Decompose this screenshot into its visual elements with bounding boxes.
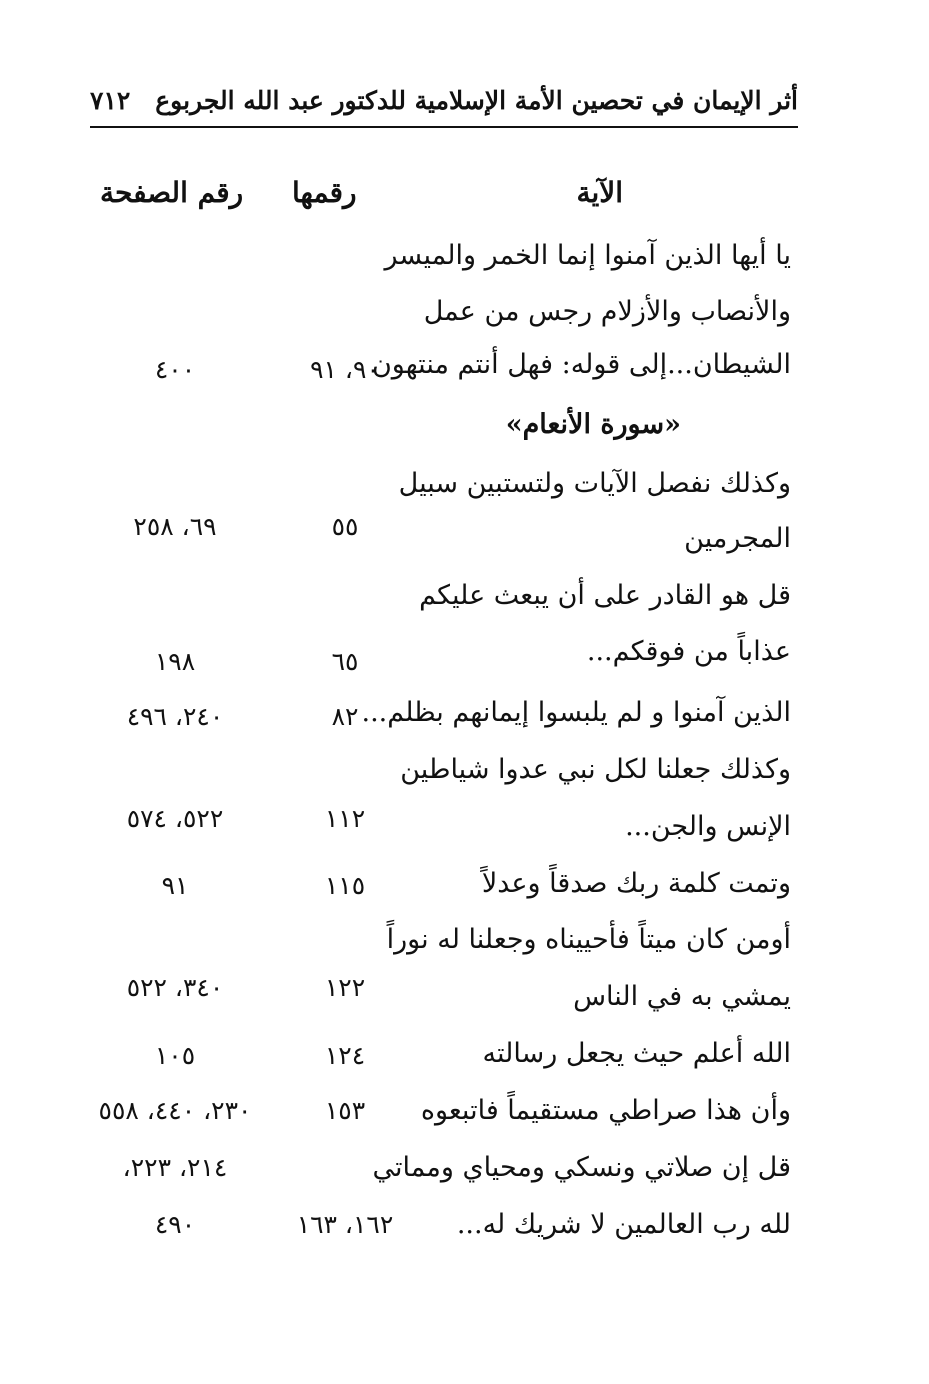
verse-number: ١٥٣ (324, 1096, 366, 1125)
verse-number: ١٦٢، ١٦٣ (296, 1210, 394, 1239)
verse-number: ٩٠، ٩١ (310, 355, 380, 384)
verse-line: الذين آمنوا و لم يلبسوا إيمانهم بظلم... (361, 697, 791, 728)
header-title: أثر الإيمان في تحصين الأمة الإسلامية للدكتور عبد الله الجربوع (155, 86, 798, 115)
verse-line: عذاباً من فوقكم... (586, 636, 791, 667)
verse-line: المجرمين (684, 523, 791, 554)
verse-line: وكذلك جعلنا لكل نبي عدوا شياطين (400, 754, 791, 785)
verse-line: وأن هذا صراطي مستقيماً فاتبعوه (420, 1095, 791, 1126)
page-reference: ١٩٨ (154, 647, 196, 676)
verse-line: الشيطان...إلى قوله: فهل أنتم منتهون (371, 349, 791, 380)
column-header-verse-number: رقمها (292, 176, 357, 209)
page-reference: ٩١ (161, 871, 189, 900)
verse-line: والأنصاب والأزلام رجس من عمل (423, 296, 791, 327)
verse-line: أومن كان ميتاً فأحييناه وجعلنا له نوراً (386, 924, 791, 955)
verse-line: قل إن صلاتي ونسكي ومحياي ومماتي (372, 1152, 791, 1183)
verse-number: ٨٢ (331, 702, 359, 731)
verse-line: الله أعلم حيث يجعل رسالته (482, 1038, 791, 1069)
verse-number: ١٢٢ (324, 973, 366, 1002)
verse-line: يا أيها الذين آمنوا إنما الخمر والميسر (384, 240, 791, 271)
page-reference: ٢١٤، ٢٢٣، (122, 1153, 228, 1182)
verse-line: الإنس والجن... (625, 811, 791, 842)
page-reference: ٢٤٠، ٤٩٦ (126, 702, 224, 731)
verse-number: ١١٥ (324, 871, 366, 900)
verse-line: يمشي به في الناس (573, 981, 791, 1012)
section-title: «سورة الأنعام» (505, 409, 681, 440)
verse-number: ١١٢ (324, 804, 366, 833)
verse-number: ٦٥ (331, 647, 359, 676)
running-header (90, 78, 798, 128)
page-reference: ٤٩٠ (154, 1210, 196, 1239)
verse-number: ١٢٤ (324, 1041, 366, 1070)
page-reference: ٦٩، ٢٥٨ (133, 512, 217, 541)
page-reference: ٢٣٠، ٤٤٠، ٥٥٨ (98, 1096, 252, 1125)
page-reference: ٥٢٢، ٥٧٤ (126, 804, 224, 833)
verse-line: وتمت كلمة ربك صدقاً وعدلاً (481, 868, 791, 899)
column-header-page-number: رقم الصفحة (100, 176, 244, 209)
page-reference: ١٠٥ (154, 1041, 196, 1070)
column-header-verse: الآية (576, 176, 623, 209)
verse-line: قل هو القادر على أن يبعث عليكم (419, 580, 791, 611)
page-reference: ٤٠٠ (154, 355, 196, 384)
header-page-number: ٧١٢ (90, 86, 131, 115)
page-reference: ٣٤٠، ٥٢٢ (126, 973, 224, 1002)
verse-number: ٥٥ (331, 512, 359, 541)
verse-line: لله رب العالمين لا شريك له... (456, 1209, 791, 1240)
verse-line: وكذلك نفصل الآيات ولتستبين سبيل (398, 468, 791, 499)
